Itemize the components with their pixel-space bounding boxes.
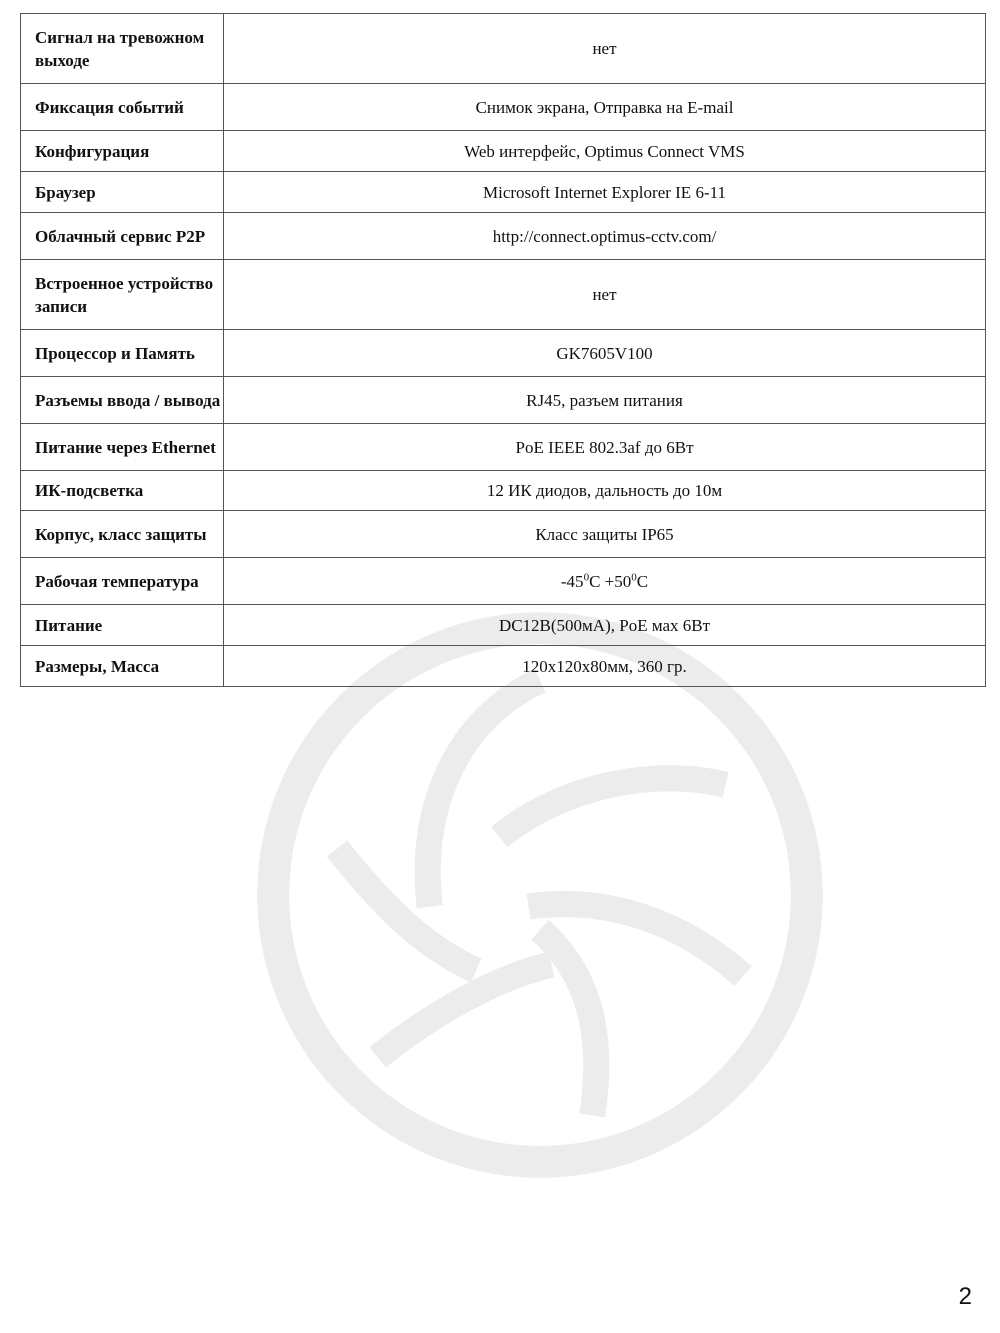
table-row — [21, 471, 986, 511]
spec-label: Рабочая температура — [21, 558, 224, 605]
table-row — [21, 131, 986, 172]
table-row — [21, 558, 986, 605]
temp-unit: C — [636, 571, 649, 591]
spec-value: 120х120х80мм, 360 гр. — [224, 646, 986, 687]
spec-value — [224, 558, 986, 605]
table-row — [21, 260, 986, 330]
spec-value: RJ45, разъем питания — [224, 377, 986, 424]
table-row — [21, 646, 986, 687]
aperture-logo-icon — [250, 605, 830, 1185]
spec-value: Web интерфейс, Optimus Connect VMS — [224, 131, 986, 172]
spec-value: нет — [224, 14, 986, 84]
spec-value: DC12В(500мА), PoE мах 6Вт — [224, 605, 986, 646]
degree-sup: 0 — [583, 570, 590, 583]
specs-table — [20, 13, 986, 687]
spec-value: 12 ИК диодов, дальность до 10м — [224, 471, 986, 511]
spec-label: Размеры, Масса — [21, 646, 224, 687]
table-row — [21, 330, 986, 377]
spec-label: Встроенное устройство записи — [21, 260, 224, 330]
spec-value: Снимок экрана, Отправка на E-mail — [224, 84, 986, 131]
table-row — [21, 84, 986, 131]
spec-label: ИК-подсветка — [21, 471, 224, 511]
spec-value: PoE IEEE 802.3af до 6Вт — [224, 424, 986, 471]
table-row — [21, 605, 986, 646]
spec-label: Процессор и Память — [21, 330, 224, 377]
table-row — [21, 511, 986, 558]
spec-value: Microsoft Internet Explorer IE 6-11 — [224, 172, 986, 213]
spec-label: Питание — [21, 605, 224, 646]
table-row — [21, 14, 986, 84]
table-row — [21, 377, 986, 424]
spec-value: GK7605V100 — [224, 330, 986, 377]
spec-value: http://connect.optimus-cctv.com/ — [224, 213, 986, 260]
spec-value: нет — [224, 260, 986, 330]
table-row — [21, 424, 986, 471]
spec-label: Питание через Ethernet — [21, 424, 224, 471]
spec-label: Разъемы ввода / вывода — [21, 377, 224, 424]
spec-label: Сигнал на тревожном выходе — [21, 14, 224, 84]
spec-value: Класс защиты IP65 — [224, 511, 986, 558]
degree-sup: 0 — [631, 570, 637, 583]
temp-max: C +50 — [589, 571, 632, 591]
spec-label: Конфигурация — [21, 131, 224, 172]
spec-label: Облачный сервис P2P — [21, 213, 224, 260]
temp-min: -45 — [560, 571, 584, 591]
table-row — [21, 172, 986, 213]
table-row — [21, 213, 986, 260]
spec-label: Браузер — [21, 172, 224, 213]
spec-label: Корпус, класс защиты — [21, 511, 224, 558]
page-number: 2 — [958, 1283, 972, 1310]
spec-label: Фиксация событий — [21, 84, 224, 131]
